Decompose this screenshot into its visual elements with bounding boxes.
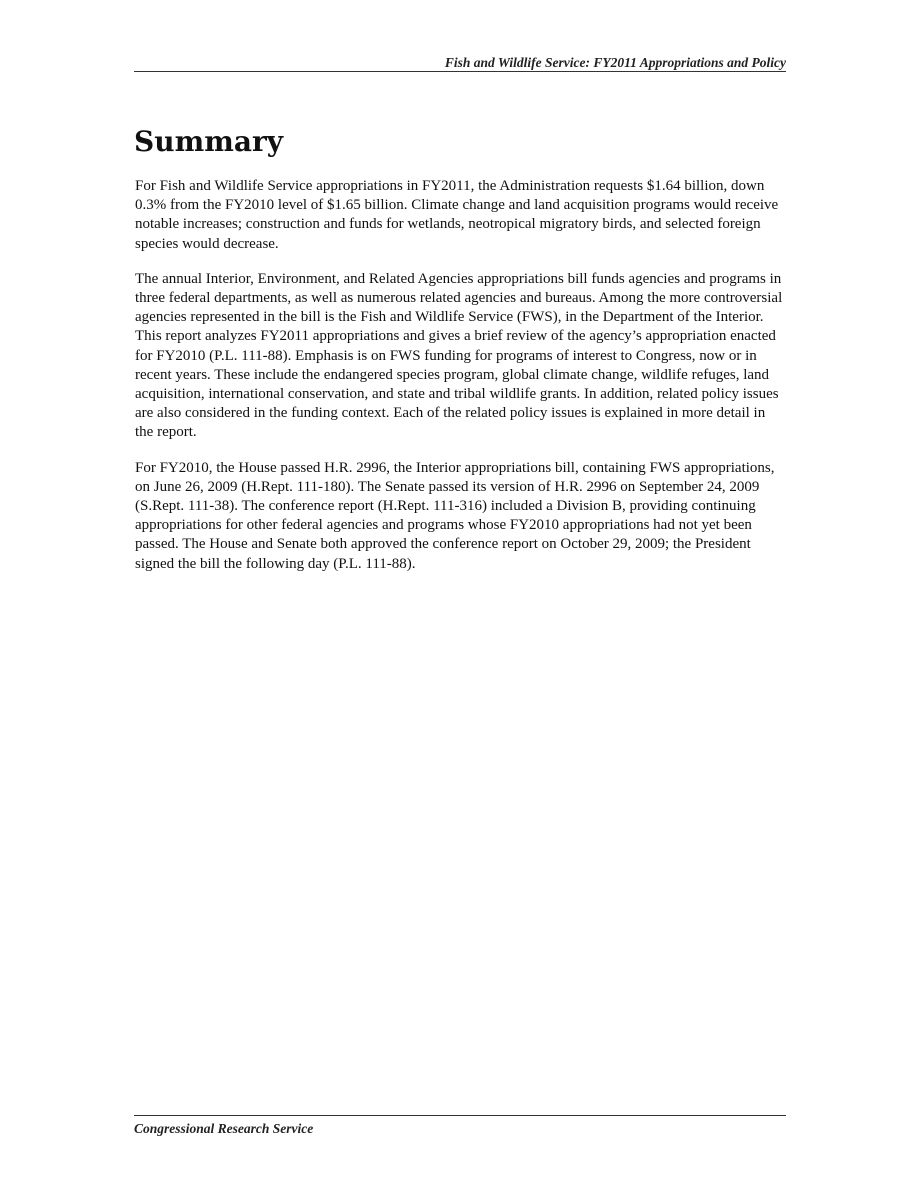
summary-paragraph-3: For FY2010, the House passed H.R. 2996, the Interior appropriations bill, containing FWS appropriations, on June 26, 2009 (H.Rept. 111-180). The Senate passed its version of H.R. 2996 on September 24, 2009 (S.Rept. 111-38). The conference report (H.Rept. 111-316) included a Division B, providing continuing appropriations for other federal agencies and programs whose FY2010 appropriations had not yet been passed. The House and Senate both approved the conference report on October 29, 2009; the President signed the bill the following day (P.L. 111-88). <box>135 459 775 572</box>
footer-divider <box>134 1115 786 1116</box>
page-title: Summary <box>134 125 283 158</box>
summary-paragraph-2: The annual Interior, Environment, and Related Agencies appropriations bill funds agencies and programs in three federal departments, as well as numerous related agencies and bureaus. Among the more controversial agencies represented in the bill is the Fish and Wildlife Service (FWS), in the Department of the Interior. This report analyzes FY2011 appropriations and gives a brief review of the agency’s appropriation enacted for FY2010 (P.L. 111-88). Emphasis is on FWS funding for programs of interest to Congress, now or in recent years. These include the endangered species program, global climate change, wildlife refuges, land acquisition, international conservation, and state and tribal wildlife grants. In addition, related policy issues are also considered in the funding context. Each of the related policy issues is explained in more detail in the report. <box>135 270 783 441</box>
summary-paragraph-1: For Fish and Wildlife Service appropriations in FY2011, the Administration requests $1.64 billion, down 0.3% from the FY2010 level of $1.65 billion. Climate change and land acquisition programs would receive notable increases; construction and funds for wetlands, neotropical migratory birds, and selected foreign species would decrease. <box>135 178 779 252</box>
running-footer: Congressional Research Service <box>134 1121 314 1136</box>
summary-body <box>135 177 787 590</box>
header-divider <box>134 71 786 72</box>
running-header: Fish and Wildlife Service: FY2011 Appropriations and Policy <box>444 55 786 70</box>
